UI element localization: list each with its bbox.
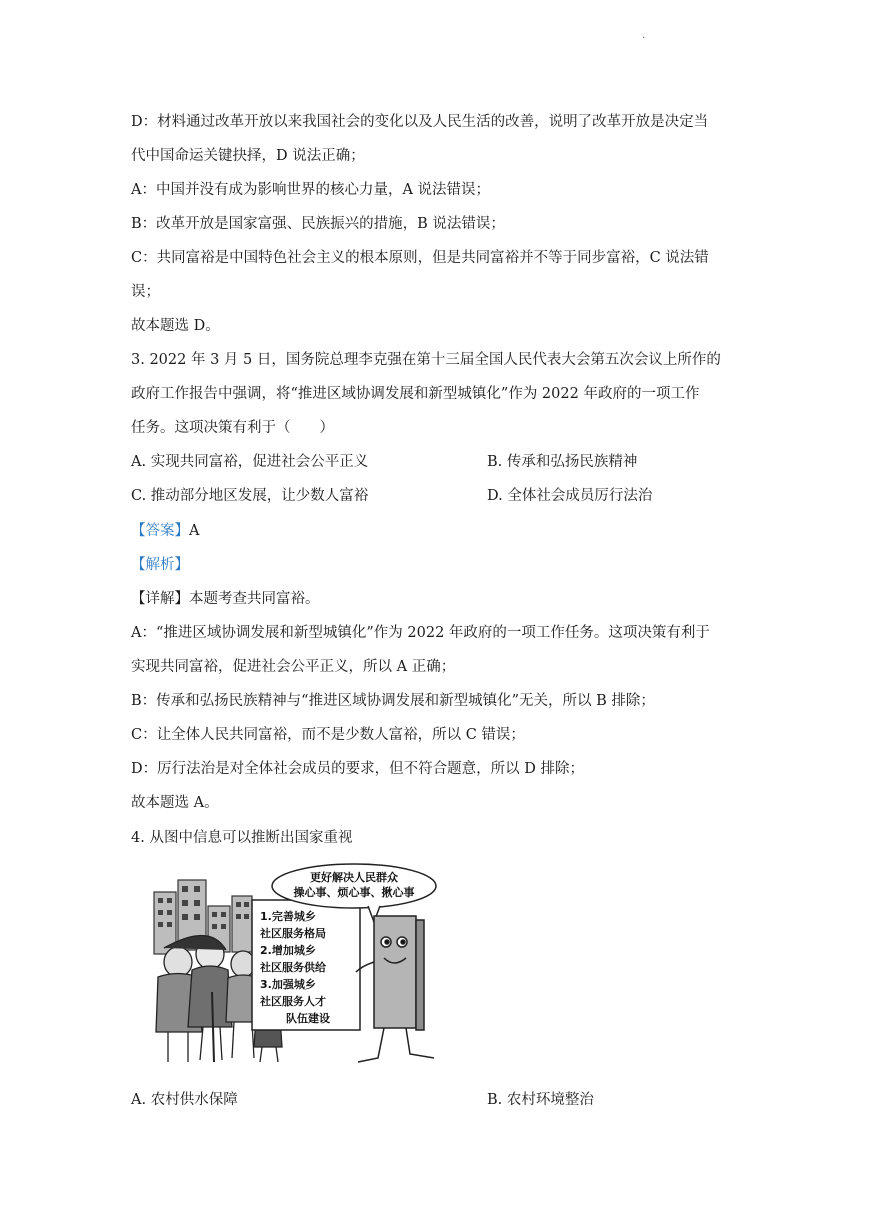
header-dot: . [642,30,646,41]
prev-explanation-d-line1: D：材料通过改革开放以来我国社会的变化以及人民生活的改善，说明了改革开放是决定当 [131,114,709,130]
board-line-6: 社区服务人才 [260,995,326,1008]
q3-explanation-a-line1: A：“推进区域协调发展和新型城镇化”作为 2022 年政府的一项工作任务。这项决策有利于 [131,625,710,641]
board-line-3: 2.增加城乡 [260,944,316,957]
q4-option-a: A. 农村供水保障 [131,1092,238,1108]
board-line-1: 1.完善城乡 [260,910,316,923]
q3-option-d: D. 全体社会成员厉行法治 [487,488,653,504]
q3-stem-line1: 3. 2022 年 3 月 5 日，国务院总理李克强在第十三届全国人民代表大会第五次会议上所作的 [131,352,721,368]
q3-detail: 【详解】本题考查共同富裕。 [131,591,320,607]
answer-value: A [189,523,200,539]
prev-explanation-a: A：中国并没有成为影响世界的核心力量，A 说法错误； [131,182,491,198]
board-line-4: 社区服务供给 [260,961,326,974]
q3-option-b: B. 传承和弘扬民族精神 [487,454,638,470]
q3-option-a: A. 实现共同富裕，促进社会公平正义 [131,454,369,470]
q3-answer [131,521,199,541]
prev-conclusion: 故本题选 D。 [131,318,220,334]
q3-stem-line2: 政府工作报告中强调，将“推进区域协调发展和新型城镇化”作为 2022 年政府的一项工作 [131,386,700,402]
bubble-line-2: 操心事、烦心事、揪心事 [293,886,415,899]
analysis-tag: 【解析】 [131,557,189,573]
board-line-7: 队伍建设 [286,1012,330,1025]
bubble-line-1: 更好解决人民群众 [310,871,398,884]
q4-stem: 4. 从图中信息可以推断出国家重视 [131,830,353,846]
q3-explanation-b: B：传承和弘扬民族精神与“推进区域协调发展和新型城镇化”无关，所以 B 排除； [131,693,655,709]
board-line-2: 社区服务格局 [260,927,326,940]
q3-explanation-c: C：让全体人民共同富裕，而不是少数人富裕，所以 C 错误； [131,727,525,743]
board-line-5: 3.加强城乡 [260,978,316,991]
answer-tag: 【答案】 [131,523,189,539]
prev-explanation-b: B：改革开放是国家富强、民族振兴的措施，B 说法错误； [131,216,505,232]
q4-option-b: B. 农村环境整治 [487,1092,594,1108]
cartoon-illustration [148,862,452,1074]
q3-explanation-a-line2: 实现共同富裕，促进社会公平正义，所以 A 正确； [131,659,456,675]
prev-explanation-c-line1: C：共同富裕是中国特色社会主义的根本原则，但是共同富裕并不等于同步富裕，C 说法错 [131,250,709,266]
q3-explanation-d: D：厉行法治是对全体社会成员的要求，但不符合题意，所以 D 排除； [131,761,584,777]
q3-option-c: C. 推动部分地区发展，让少数人富裕 [131,488,369,504]
q3-conclusion: 故本题选 A。 [131,795,219,811]
prev-explanation-d-line2: 代中国命运关键抉择，D 说法正确； [131,148,365,164]
prev-explanation-c-line2: 误； [131,284,160,300]
q3-stem-line3: 任务。这项决策有利于（ ） [131,420,334,436]
